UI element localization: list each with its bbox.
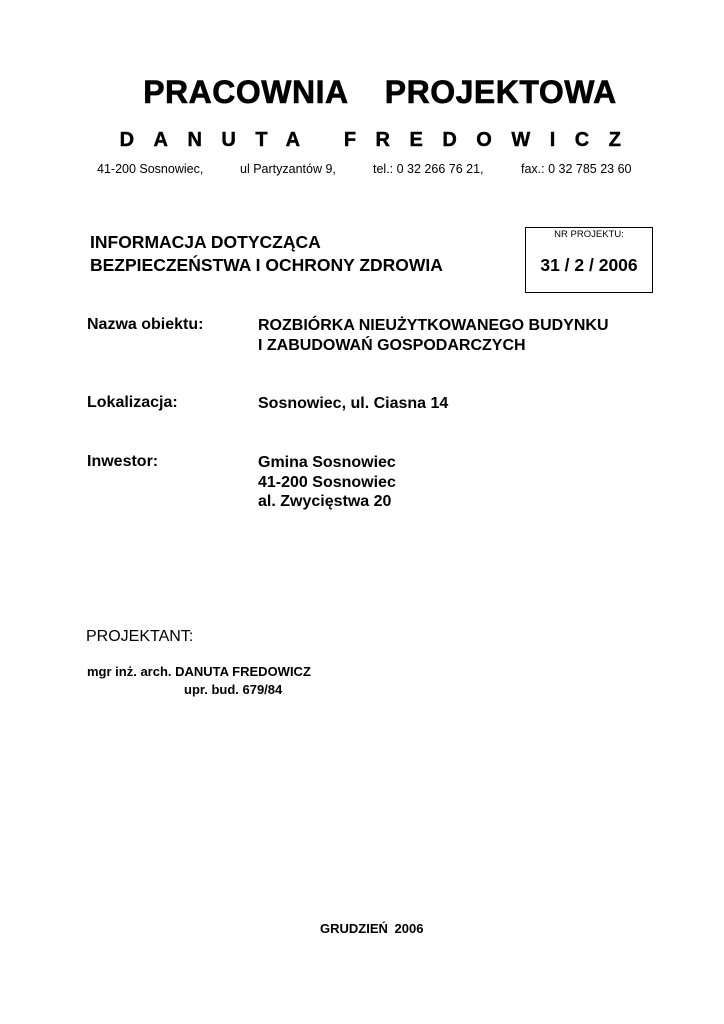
designer-name: mgr inż. arch. DANUTA FREDOWICZ [87, 664, 311, 679]
firm-name: PRACOWNIA PROJEKTOWA [143, 74, 617, 110]
object-name-value [258, 316, 609, 355]
firm-phone: tel.: 0 32 266 76 21, [373, 162, 484, 176]
object-name-label: Nazwa obiektu: [87, 316, 204, 333]
firm-fax: fax.: 0 32 785 23 60 [521, 162, 632, 176]
location-line: Sosnowiec, ul. Ciasna 14 [258, 395, 449, 412]
project-number: 31 / 2 / 2006 [540, 255, 638, 275]
investor-line: 41-200 Sosnowiec [258, 473, 396, 491]
firm-address-street: ul Partyzantów 9, [240, 162, 336, 176]
designer-label: PROJEKTANT: [86, 628, 194, 645]
object-name-line: I ZABUDOWAŃ GOSPODARCZYCH [258, 336, 526, 354]
document-title [90, 231, 443, 277]
investor-value [258, 453, 396, 512]
project-number-box [525, 227, 653, 293]
project-number-label: NR PROJEKTU: [554, 229, 624, 240]
investor-line: al. Zwycięstwa 20 [258, 493, 392, 510]
object-name-line: ROZBIÓRKA NIEUŻYTKOWANEGO BUDYNKU [258, 317, 609, 334]
firm-address-city: 41-200 Sosnowiec, [97, 162, 204, 176]
investor-line: Gmina Sosnowiec [258, 454, 396, 471]
location-value [258, 394, 448, 414]
document-date: GRUDZIEŃ 2006 [320, 921, 424, 936]
document-title-line-2: BEZPIECZEŃSTWA I OCHRONY ZDROWIA [90, 255, 443, 275]
location-label: Lokalizacja: [87, 394, 178, 411]
investor-label: Inwestor: [87, 453, 159, 470]
designer-license: upr. bud. 679/84 [184, 682, 283, 697]
firm-owner-name: DANUTA FREDOWICZ [119, 129, 641, 151]
document-title-line-1: INFORMACJA DOTYCZĄCA [90, 232, 321, 252]
